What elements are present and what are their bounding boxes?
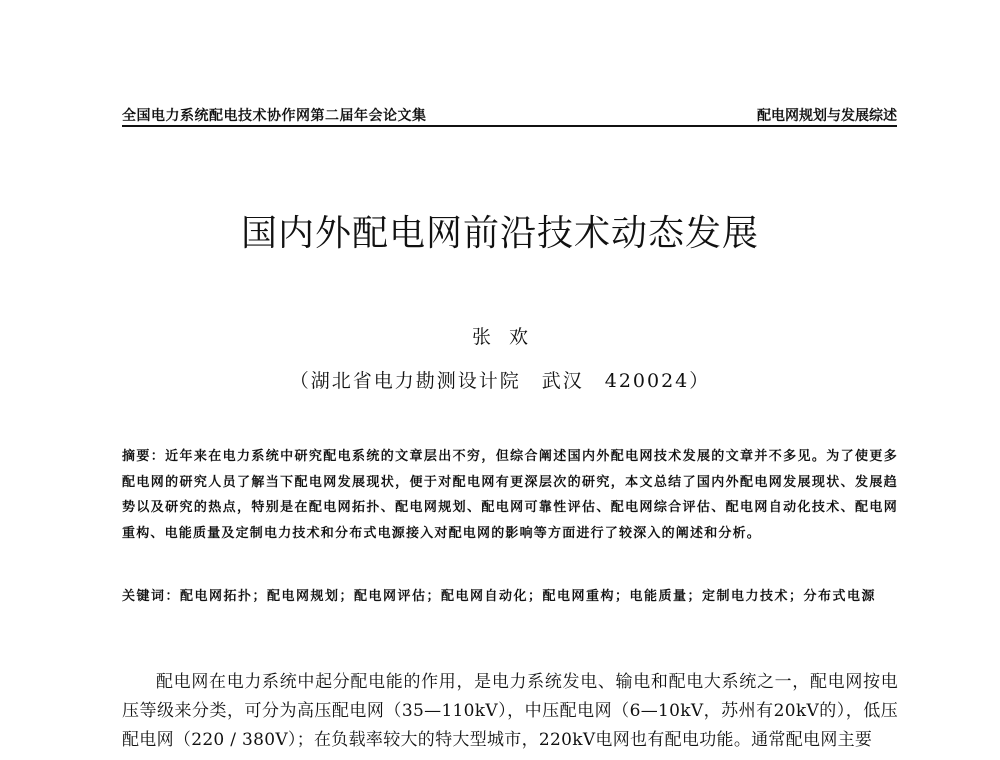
abstract-label: 摘要： (122, 449, 166, 464)
paper-title: 国内外配电网前沿技术动态发展 (240, 213, 759, 254)
running-header (122, 103, 897, 127)
keywords-text: 配电网拓扑；配电网规划；配电网评估；配电网自动化；配电网重构；电能质量；定制电力技术；分布式电源 (180, 589, 877, 604)
author-affiliation: （湖北省电力勘测设计院 武汉 420024） (289, 370, 711, 392)
keywords-label: 关键词： (122, 589, 181, 604)
header-section-title: 配电网规划与发展综述 (757, 108, 897, 124)
header-proceedings-title: 全国电力系统配电技术协作网第二届年会论文集 (122, 108, 427, 124)
abstract (122, 444, 898, 546)
keywords (122, 584, 898, 610)
author-name: 张欢 (471, 326, 546, 348)
abstract-text: 近年来在电力系统中研究配电系统的文章层出不穷，但综合阐述国内外配电网技术发展的文章并不多见。为了使更多配电网的研究人员了解当下配电网发展现状，便于对配电网有更深层次的研究，本文总结了国内外配电网发展现状、发展趋势以及研究的热点，特别是在配电网拓扑、配电网规划、配电网可靠性评估、配电网综合评估、配电网自动化技术、配电网重构、电能质量及定制电力技术和分布式电源接入对配电网的影响等方面进行了较深入的阐述和分析。 (122, 449, 898, 541)
body-paragraph: 配电网在电力系统中起分配电能的作用，是电力系统发电、输电和配电大系统之一，配电网按电压等级来分类，可分为高压配电网（35—110kV），中压配电网（6—10kV，苏州有20kV的），低压配电网（220 / 380V）；在负载率较大的特大型城市，220kV电网也有配电功能。通常配电网主要 (122, 672, 898, 750)
